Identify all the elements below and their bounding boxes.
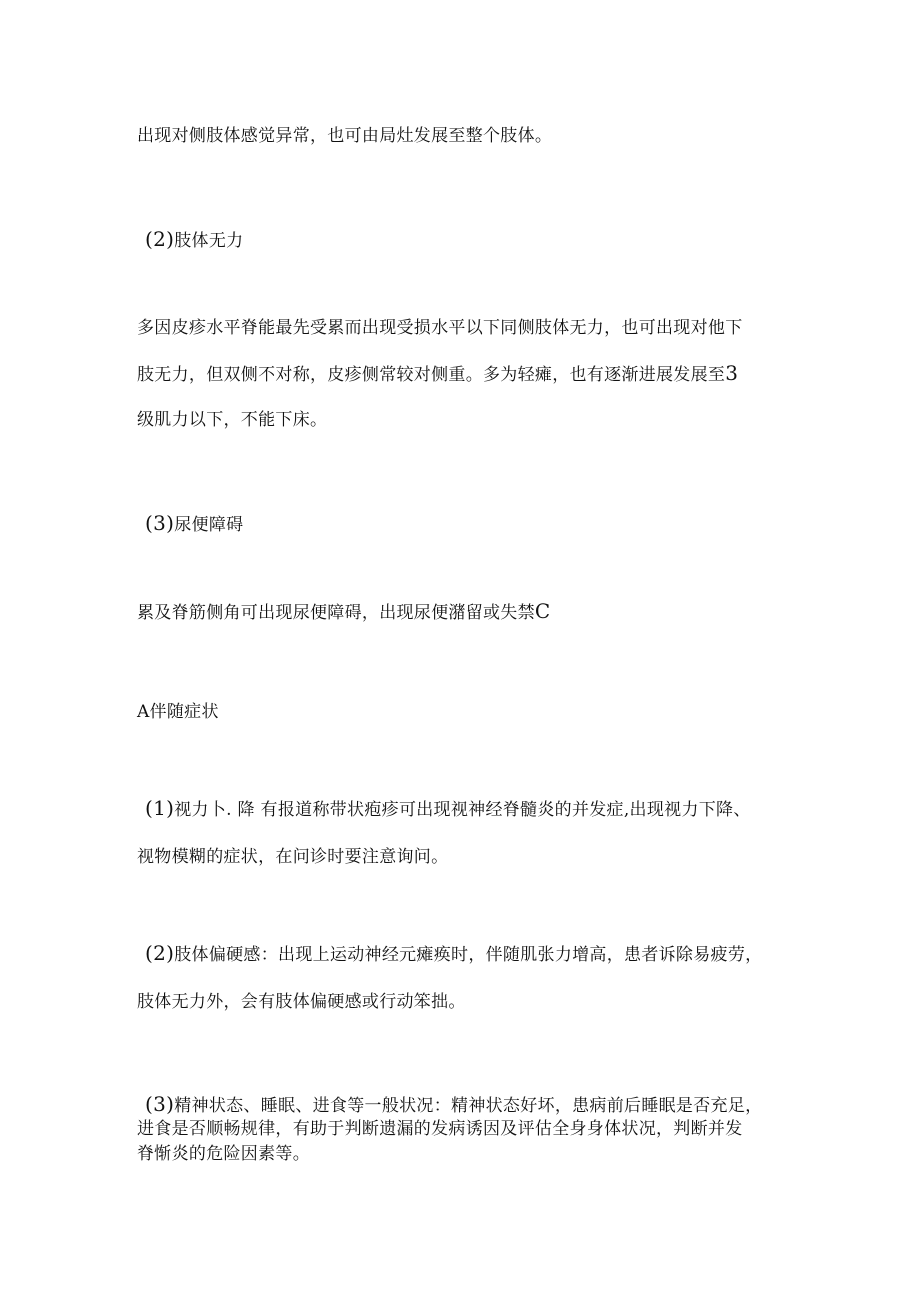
list-item-general-status — [145, 1092, 762, 1118]
list-item-vision — [145, 796, 751, 822]
paragraph-line: 多因皮疹水平脊能最先受累而出现受损水平以下同侧肢体无力，也可出现对他下 — [137, 318, 743, 338]
section-title-accompanying-symptoms: A伴随症状 — [137, 702, 219, 722]
heading-text: 肢体无力 — [174, 231, 244, 251]
item-text: 精神状态、睡眠、进食等一般状况：精神状态好坏，患病前后睡眠是否充足， — [174, 1096, 763, 1116]
paragraph-line: 视物模糊的症状，在问诊时要注意询问。 — [137, 847, 449, 867]
item-text: 视力卜. 降 有报道称带状疱疹可出现视神经脊髓炎的并发症,出现视力下降、 — [174, 800, 751, 820]
paragraph-line — [137, 361, 738, 387]
paragraph-line: 肢体无力外，会有肢体偏硬感或行动笨拙。 — [137, 992, 466, 1012]
section-heading-urinary — [145, 511, 243, 537]
paragraph-line: 进食是否顺畅规律，有助于判断遗漏的发病诱因及评估全身身体状况，判断并发 — [137, 1119, 743, 1139]
item-number: (1) — [145, 796, 175, 820]
paragraph-line — [137, 599, 551, 625]
list-item-stiffness — [145, 941, 762, 967]
paragraph-line: 脊惭炎的危险因素等。 — [137, 1144, 310, 1164]
paragraph-text: 累及脊筋侧角可出现尿便障碍，出现尿便潴留或失禁 — [137, 603, 535, 623]
item-text: 肢体偏硬感：出现上运动神经元瘫痪时，伴随肌张力增高，患者诉除易疲劳， — [174, 945, 763, 965]
paragraph-line: 出现对侧肢体感觉异常，也可由局灶发展至整个肢体。 — [137, 126, 553, 146]
paragraph-line: 级肌力以下，不能下床。 — [137, 410, 328, 430]
section-heading-limb-weakness — [145, 227, 243, 253]
inline-letter: C — [534, 599, 551, 623]
item-number: (2) — [145, 941, 175, 965]
heading-number: (2) — [145, 227, 175, 251]
heading-text: 尿便障碍 — [174, 515, 244, 535]
heading-number: (3) — [145, 511, 175, 535]
item-number: (3) — [145, 1092, 175, 1116]
paragraph-text: 肢无力，但双侧不对称，皮疹侧常较对侧重。多为轻瘫，也有逐渐进展发展至 — [137, 365, 726, 385]
inline-number: 3 — [725, 361, 739, 385]
